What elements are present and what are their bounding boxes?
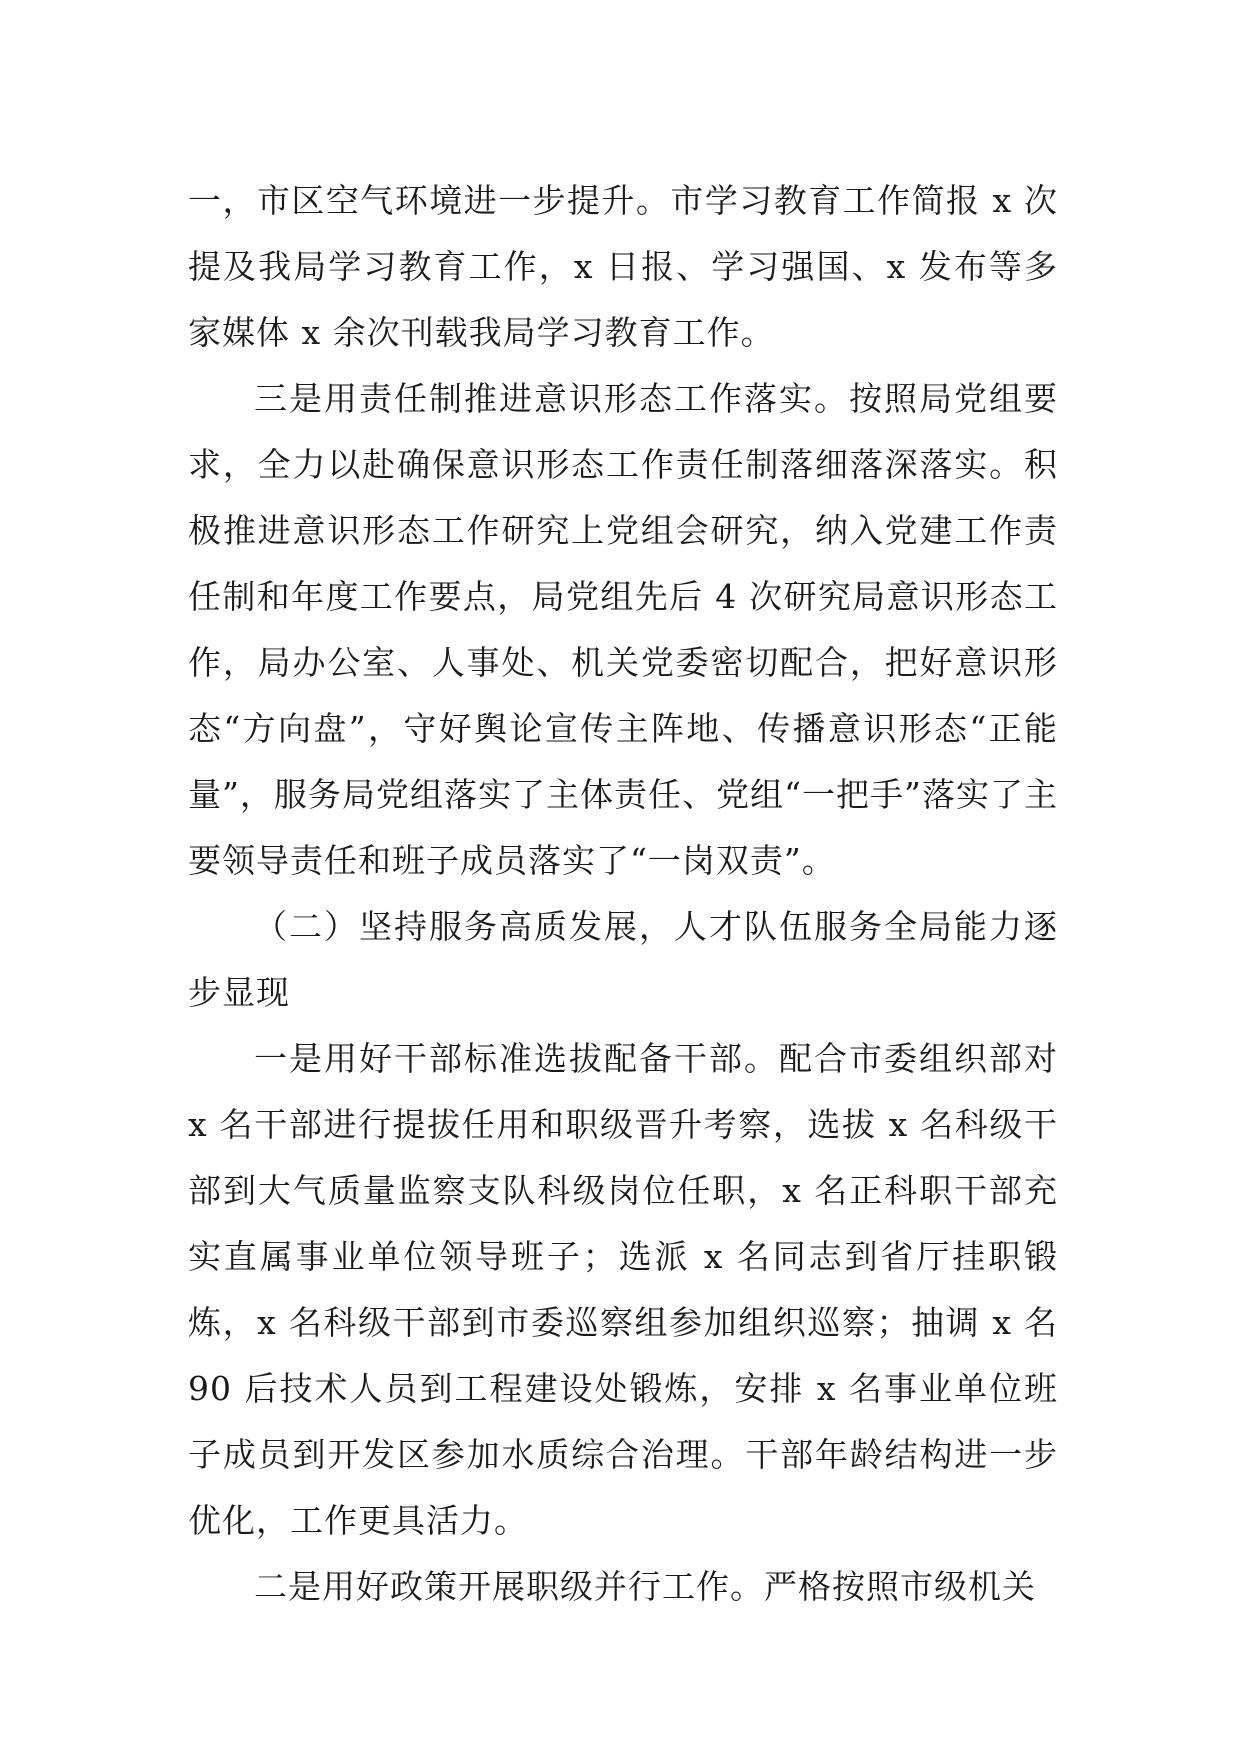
- section-heading-talent: （二）坚持服务高质发展，人才队伍服务全局能力逐步显现: [188, 907, 1058, 1012]
- paragraph-rank-policy: 二是用好政策开展职级并行工作。严格按照市级机关: [254, 1567, 1036, 1606]
- document-body: [188, 168, 1058, 1620]
- paragraph-ideology-responsibility: 三是用责任制推进意识形态工作落实。按照局党组要求，全力以赴确保意识形态工作责任制落细落深落实。积极推进意识形态工作研究上党组会研究，纳入党建工作责任制和年度工作要点，局党组先后 4 次研究局意识形态工作，局办公室、人事处、机关党委密切配合，把好意识形态“方向盘”，守好舆论宣传主阵地、传播意识形态“正能量”，服务局党组落实了主体责任、党组“一把手”落实了主要领导责任和班子成员落实了“一岗双责”。: [188, 379, 1058, 880]
- paragraph-air-quality: 一，市区空气环境进一步提升。市学习教育工作简报 x 次提及我局学习教育工作，x 日报、学习强国、x 发布等多家媒体 x 余次刊载我局学习教育工作。: [188, 181, 1058, 352]
- paragraph-cadre-selection: 一是用好干部标准选拔配备干部。配合市委组织部对 x 名干部进行提拔任用和职级晋升考察，选拔 x 名科级干部到大气质量监察支队科级岗位任职，x 名正科职干部充实直属事业单位领导班子；选派 x 名同志到省厅挂职锻炼，x 名科级干部到市委巡察组参加组织巡察；抽调 x 名 90 后技术人员到工程建设处锻炼，安排 x 名事业单位班子成员到开发区参加水质综合治理。干部年龄结构进一步优化，工作更具活力。: [188, 1039, 1058, 1540]
